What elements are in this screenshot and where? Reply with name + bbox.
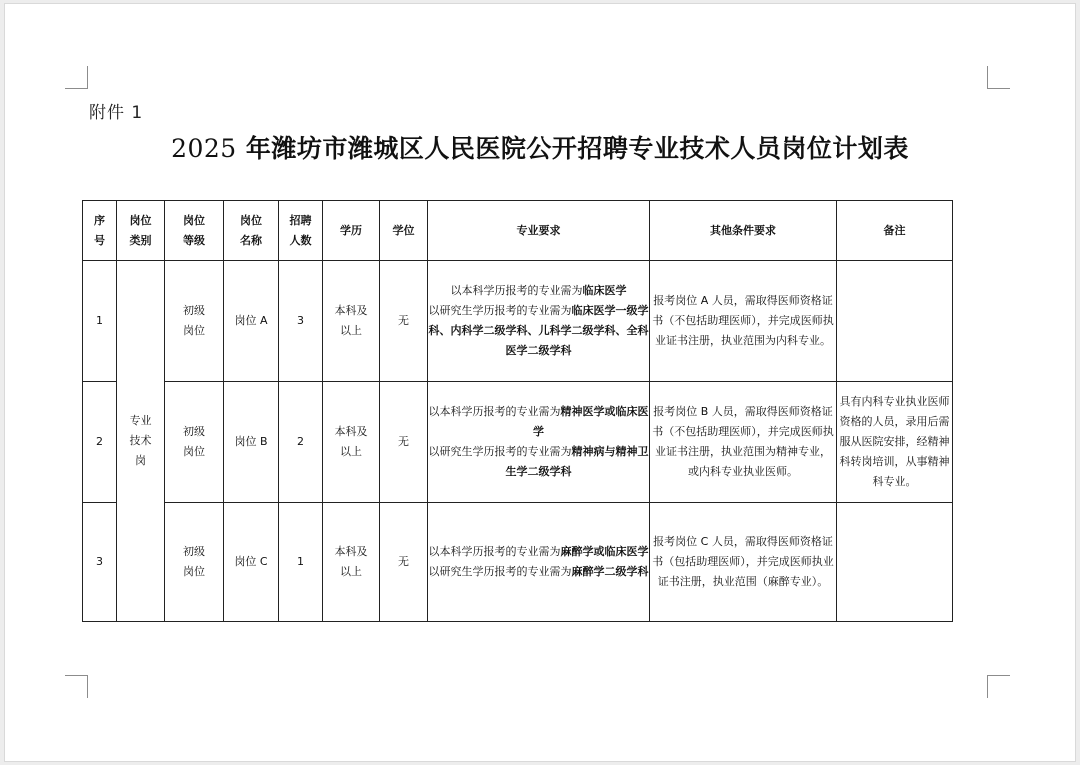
row-name: 岗位 B <box>224 382 279 503</box>
row-major: 以本科学历报考的专业需为麻醉学或临床医学 以研究生学历报考的专业需为麻醉学二级学科 <box>428 503 650 622</box>
header-education: 学历 <box>323 201 380 261</box>
row-notes: 具有内科专业执业医师资格的人员，录用后需服从医院安排，经精神科转岗培训，从事精神科专业。 <box>837 382 953 503</box>
row-level: 初级 岗位 <box>165 382 224 503</box>
header-notes: 备注 <box>837 201 953 261</box>
header-category: 岗位 类别 <box>117 201 165 261</box>
header-major: 专业要求 <box>428 201 650 261</box>
crop-mark-bottom-right <box>987 675 1010 698</box>
row-major: 以本科学历报考的专业需为精神医学或临床医学 以研究生学历报考的专业需为精神病与精神卫生学二级学科 <box>428 382 650 503</box>
row-name: 岗位 A <box>224 261 279 382</box>
header-degree: 学位 <box>380 201 428 261</box>
table-row <box>83 503 953 622</box>
header-count: 招聘 人数 <box>279 201 323 261</box>
row-seq: 3 <box>83 503 117 622</box>
row-level: 初级 岗位 <box>165 261 224 382</box>
page-title <box>0 129 1080 165</box>
row-degree: 无 <box>380 382 428 503</box>
row-major: 以本科学历报考的专业需为临床医学 以研究生学历报考的专业需为临床医学一级学科、内科学二级学科、儿科学二级学科、全科医学二级学科 <box>428 261 650 382</box>
row-count: 2 <box>279 382 323 503</box>
title-text: 年潍坊市潍城区人民医院公开招聘专业技术人员岗位计划表 <box>236 134 909 163</box>
recruitment-plan-table <box>82 200 953 622</box>
row-name: 岗位 C <box>224 503 279 622</box>
row-education: 本科及 以上 <box>323 261 380 382</box>
row-seq: 2 <box>83 382 117 503</box>
row-education: 本科及 以上 <box>323 503 380 622</box>
category-cell: 专业 技术 岗 <box>117 261 165 622</box>
header-other: 其他条件要求 <box>650 201 837 261</box>
header-name: 岗位 名称 <box>224 201 279 261</box>
table-header-row <box>83 201 953 261</box>
row-count: 3 <box>279 261 323 382</box>
row-other: 报考岗位 B 人员，需取得医师资格证书（不包括助理医师），并完成医师执业证书注册，执业范围为精神专业，或内科专业执业医师。 <box>650 382 837 503</box>
crop-mark-bottom-left <box>65 675 88 698</box>
attachment-label: 附件 1 <box>89 103 144 123</box>
table-row <box>83 261 953 382</box>
row-level: 初级 岗位 <box>165 503 224 622</box>
row-notes <box>837 261 953 382</box>
row-degree: 无 <box>380 261 428 382</box>
crop-mark-top-right <box>987 66 1010 89</box>
row-other: 报考岗位 A 人员，需取得医师资格证书（不包括助理医师），并完成医师执业证书注册，执业范围为内科专业。 <box>650 261 837 382</box>
row-education: 本科及 以上 <box>323 382 380 503</box>
crop-mark-top-left <box>65 66 88 89</box>
table-row <box>83 382 953 503</box>
row-seq: 1 <box>83 261 117 382</box>
row-count: 1 <box>279 503 323 622</box>
row-notes <box>837 503 953 622</box>
header-seq: 序 号 <box>83 201 117 261</box>
row-other: 报考岗位 C 人员，需取得医师资格证书（包括助理医师），并完成医师执业证书注册，执业范围（麻醉专业）。 <box>650 503 837 622</box>
title-year: 2025 <box>171 134 237 163</box>
row-degree: 无 <box>380 503 428 622</box>
header-level: 岗位 等级 <box>165 201 224 261</box>
